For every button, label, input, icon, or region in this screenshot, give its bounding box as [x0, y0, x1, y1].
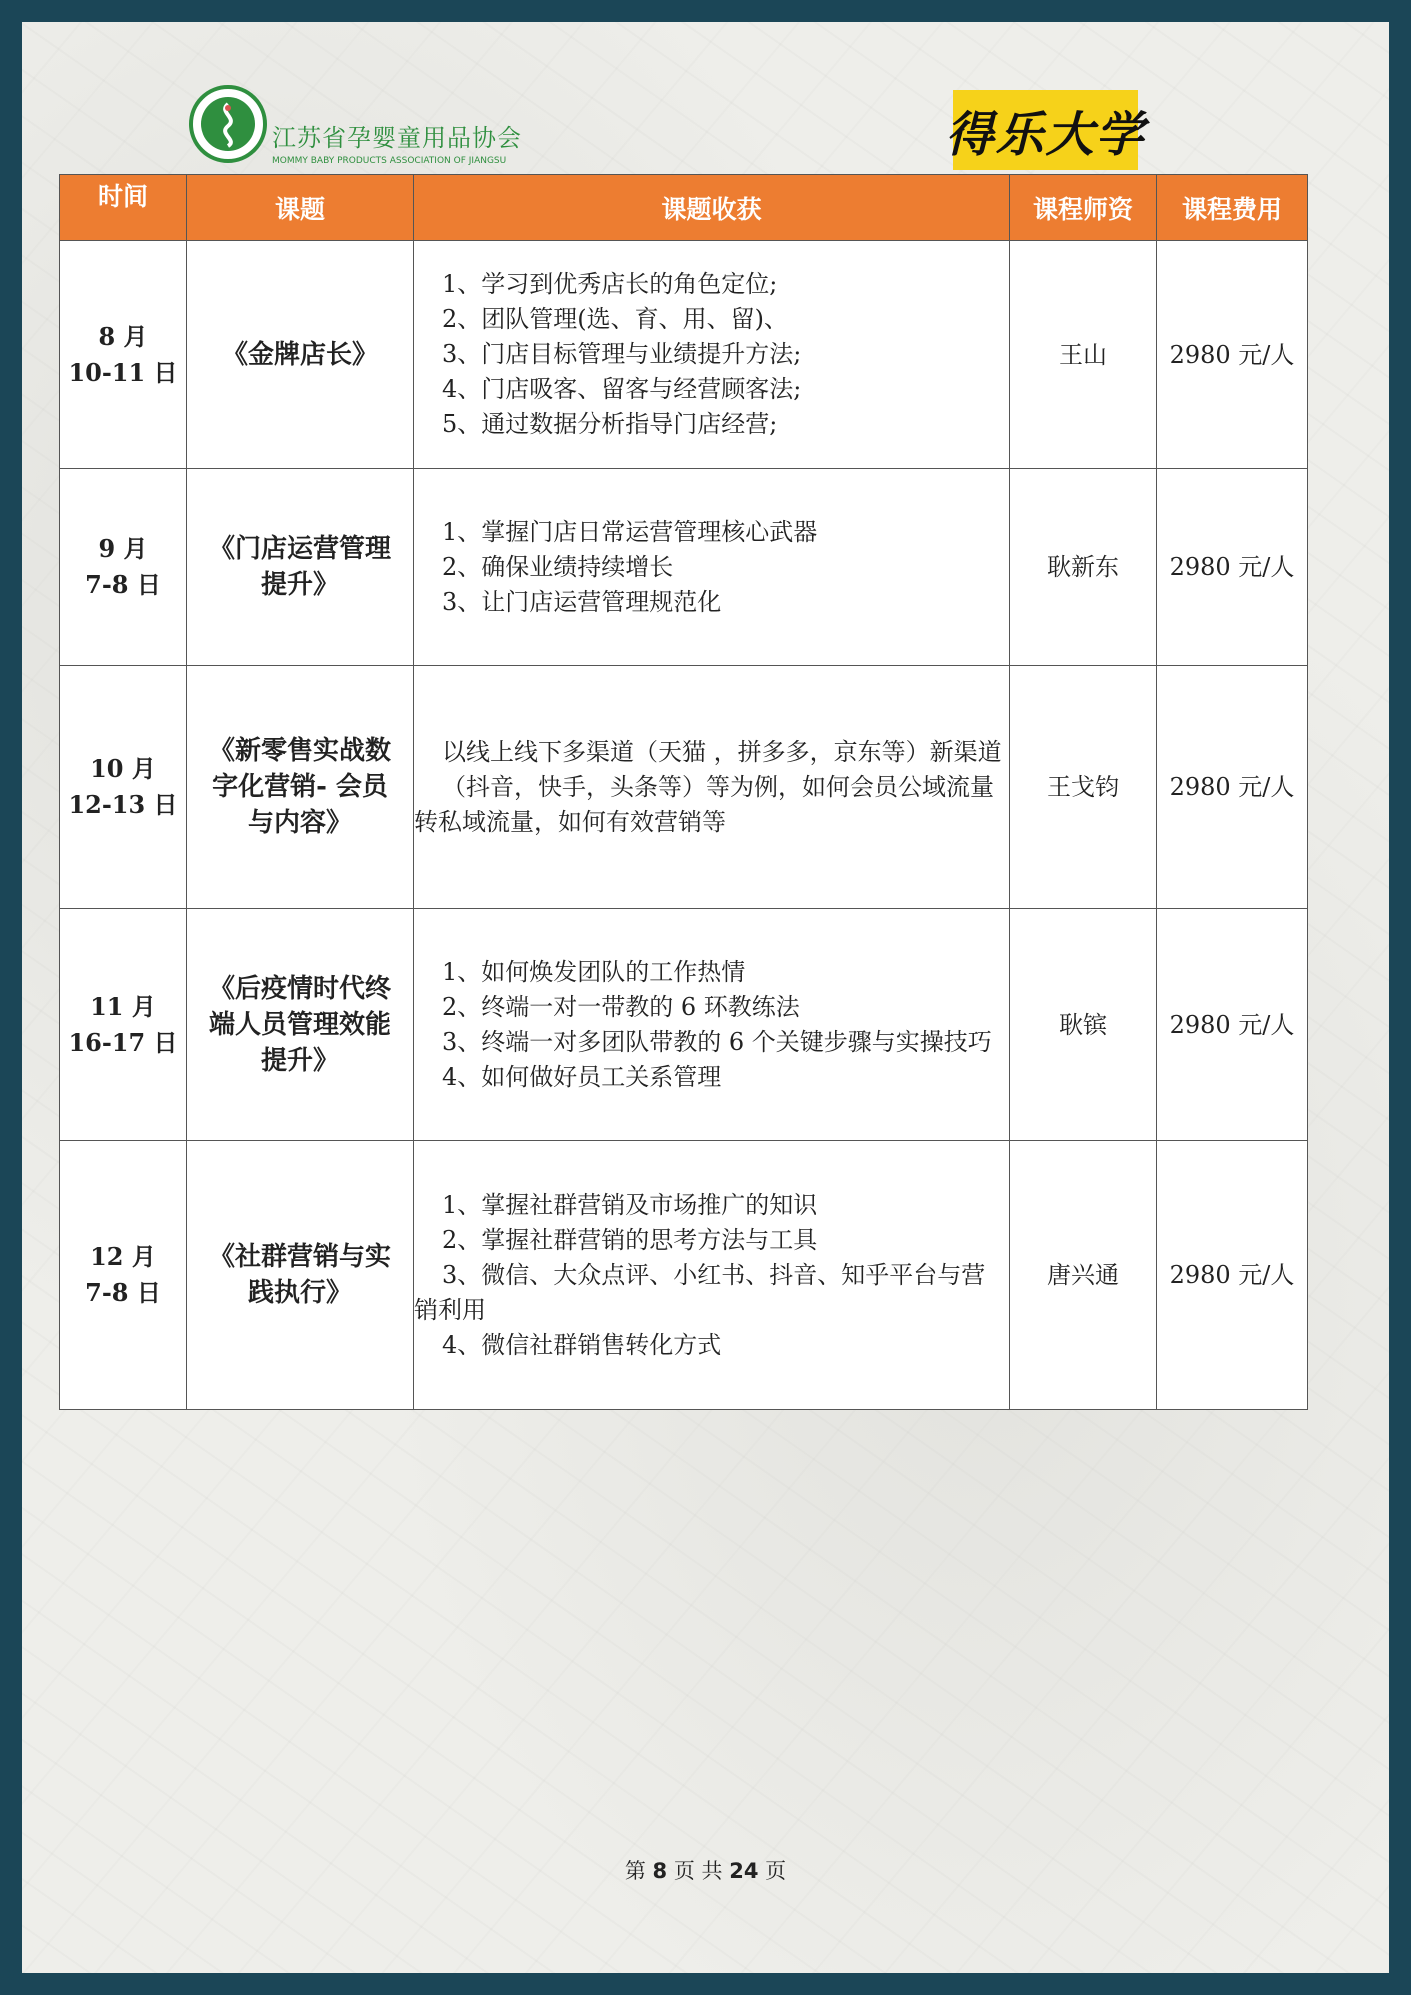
column-header-fee: 课程费用 [1157, 175, 1308, 241]
course-title-line: 提升》 [260, 1045, 339, 1076]
course-month: 12 月 [90, 1242, 156, 1271]
outcome-item: 3、让门店运营管理规范化 [442, 587, 722, 616]
association-name-en: MOMMY BABY PRODUCTS ASSOCIATION OF JIANGSU [272, 156, 507, 166]
outcome-item: 1、掌握社群营销及市场推广的知识 [442, 1190, 818, 1219]
column-header-teacher: 课程师资 [1010, 175, 1157, 241]
course-table [59, 174, 1308, 1410]
course-title-line: 《新零售实战数 [208, 736, 391, 766]
column-header-time: 时间 [60, 175, 187, 241]
course-title-line: 《门店运营管理 [208, 534, 391, 564]
table-row [60, 909, 1308, 1141]
course-title [187, 1141, 414, 1410]
brand-logo: 得乐大学 [953, 90, 1138, 170]
course-fee: 2980 元/人 [1157, 909, 1308, 1141]
course-title [187, 469, 414, 666]
outcome-item: 2、确保业绩持续增长 [442, 552, 674, 581]
outcome-item: 5、通过数据分析指导门店经营; [442, 410, 778, 438]
outcome-item: （抖音，快手，头条等）等为例，如何会员公域流量转私域流量，如何有效营销等 [414, 772, 994, 836]
outcome-item: 3、微信、大众点评、小红书、抖音、知乎平台与营销利用 [414, 1260, 986, 1324]
outcome-item: 4、微信社群销售转化方式 [442, 1330, 722, 1359]
course-month: 11 月 [90, 991, 156, 1021]
course-days: 7-8 日 [85, 1278, 161, 1307]
course-month: 10 月 [90, 754, 156, 783]
course-fee: 2980 元/人 [1157, 469, 1308, 666]
course-title [187, 666, 414, 909]
outcome-item: 1、如何焕发团队的工作热情 [442, 957, 746, 986]
column-header-topic: 课题 [187, 175, 414, 241]
outcome-item: 2、团队管理(选、育、用、留)、 [442, 305, 788, 333]
outcome-item: 4、如何做好员工关系管理 [442, 1062, 722, 1091]
outcome-item: 1、学习到优秀店长的角色定位; [442, 270, 778, 298]
footer-prefix: 第 [624, 1859, 646, 1883]
course-fee: 2980 元/人 [1157, 666, 1308, 909]
course-days: 12-13 日 [68, 790, 178, 819]
course-outcomes [414, 1141, 1010, 1410]
current-page-number: 8 [652, 1859, 668, 1883]
course-outcomes [414, 666, 1010, 909]
table-row [60, 666, 1308, 909]
course-outcomes [414, 241, 1010, 469]
course-title-line: 《后疫情时代终 [208, 973, 391, 1004]
course-days: 16-17 日 [68, 1027, 178, 1057]
course-title [187, 241, 414, 469]
course-title-line: 践执行》 [247, 1278, 352, 1308]
course-title-line: 字化营销- 会员 [212, 772, 388, 802]
course-title-line: 与内容》 [247, 808, 352, 838]
course-days: 7-8 日 [85, 570, 161, 599]
course-time [60, 469, 187, 666]
association-logo [188, 84, 528, 184]
course-time [60, 1141, 187, 1410]
column-header-outcomes: 课题收获 [414, 175, 1010, 241]
course-title-line: 《社群营销与实 [208, 1242, 391, 1272]
course-teacher: 王山 [1010, 241, 1157, 469]
course-outcomes [414, 469, 1010, 666]
outcome-item: 2、终端一对一带教的 6 环教练法 [442, 992, 800, 1021]
table-header-row [60, 175, 1308, 241]
course-fee: 2980 元/人 [1157, 241, 1308, 469]
table-row [60, 469, 1308, 666]
outcome-item: 4、门店吸客、留客与经营顾客法; [442, 375, 802, 403]
table-row [60, 241, 1308, 469]
footer-suffix: 页 [765, 1859, 787, 1883]
page-footer [0, 1855, 1411, 1885]
course-teacher: 唐兴通 [1010, 1141, 1157, 1410]
association-name: 江苏省孕婴童用品协会 [272, 124, 522, 152]
course-days: 10-11 日 [68, 357, 178, 387]
course-title-line: 《金牌店长》 [221, 339, 378, 370]
course-teacher: 耿镔 [1010, 909, 1157, 1141]
course-fee: 2980 元/人 [1157, 1141, 1308, 1410]
course-title-line: 提升》 [260, 570, 339, 600]
course-time [60, 666, 187, 909]
outcome-item: 2、掌握社群营销的思考方法与工具 [442, 1225, 818, 1254]
course-teacher: 耿新东 [1010, 469, 1157, 666]
course-outcomes [414, 909, 1010, 1141]
outcome-item: 3、终端一对多团队带教的 6 个关键步骤与实操技巧 [442, 1027, 992, 1056]
table-row [60, 1141, 1308, 1410]
total-page-count: 24 [729, 1859, 759, 1883]
course-time [60, 909, 187, 1141]
course-title [187, 909, 414, 1141]
association-emblem-icon [188, 84, 268, 164]
outcome-item: 1、掌握门店日常运营管理核心武器 [442, 517, 818, 546]
outcome-item: 3、门店目标管理与业绩提升方法; [442, 340, 802, 368]
footer-middle: 页 共 [673, 1859, 723, 1883]
course-title-line: 端人员管理效能 [208, 1009, 391, 1040]
course-month: 9 月 [98, 534, 148, 563]
course-teacher: 王戈钧 [1010, 666, 1157, 909]
course-month: 8 月 [98, 321, 148, 351]
outcome-item: 以线上线下多渠道（天猫 ，拼多多，京东等）新渠道 [442, 737, 1002, 766]
course-time [60, 241, 187, 469]
